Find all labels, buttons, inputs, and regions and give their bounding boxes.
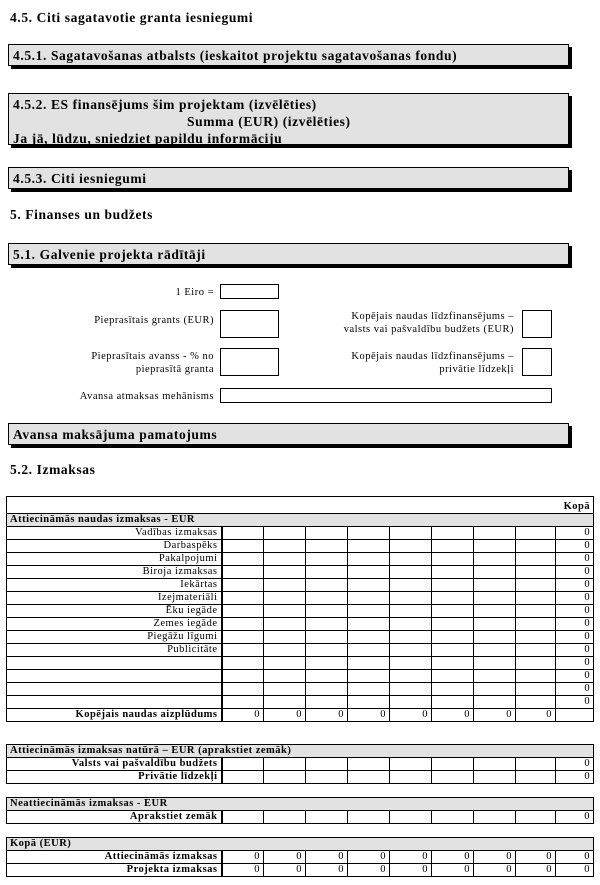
value-cell[interactable] [264,540,306,553]
cost-row [7,657,594,670]
value-cell[interactable] [432,758,474,771]
section-5-2-title: 5.2. Izmaksas [10,462,96,477]
section-total [7,838,594,851]
section-4-5-1-box [8,44,569,66]
row-total-cell[interactable]: 0 [556,758,594,771]
row-label: Pakalpojumi [7,553,222,566]
value-cell[interactable] [390,566,432,579]
value-cell[interactable] [516,670,556,683]
value-cell[interactable] [264,618,306,631]
value-cell[interactable]: 0 [432,864,474,877]
section-4-5-3-title: 4.5.3. Citi iesniegumi [13,171,147,186]
value-cell[interactable] [264,811,306,824]
value-cell[interactable] [222,605,264,618]
value-cell[interactable] [306,696,348,709]
value-cell[interactable] [348,527,390,540]
total-row [7,864,594,877]
section-4-5-2-info: Ja jā, lūdzu, sniedziet papildu informāciju [13,131,283,146]
value-cell[interactable] [264,579,306,592]
row-total-cell[interactable]: 0 [556,527,594,540]
value-cell[interactable] [264,657,306,670]
row-total-cell[interactable]: 0 [556,696,594,709]
value-cell[interactable] [432,605,474,618]
value-cell[interactable] [474,811,516,824]
cost-row [7,592,594,605]
value-cell[interactable] [474,527,516,540]
value-cell[interactable] [474,553,516,566]
value-cell[interactable] [516,811,556,824]
cofin-state-label: Kopējais naudas līdzfinansējums – valsts vai pašvaldību budžets (EUR) [343,311,514,335]
row-label [7,696,222,709]
value-cell[interactable] [432,811,474,824]
cost-row [7,605,594,618]
value-cell[interactable] [474,758,516,771]
cost-row [7,683,594,696]
cofin-state-input[interactable] [522,310,552,338]
avanss-input[interactable] [220,348,279,376]
section-total-label: Kopā (EUR) [7,838,594,851]
value-cell[interactable] [432,771,474,784]
section-4-5-title: 4.5. Citi sagatavotie granta iesniegumi [10,10,254,25]
row-label: Privātie līdzekļi [7,771,222,784]
value-cell[interactable] [348,566,390,579]
cost-row [7,566,594,579]
value-cell[interactable] [432,618,474,631]
cost-row [7,540,594,553]
row-total-cell[interactable]: 0 [556,618,594,631]
value-cell[interactable] [264,631,306,644]
value-cell[interactable] [348,683,390,696]
value-cell[interactable] [348,553,390,566]
cofin-private-label: Kopējais naudas līdzfinansējums – privātie līdzekļi [351,351,514,375]
value-cell[interactable] [222,618,264,631]
value-cell[interactable] [432,527,474,540]
value-cell[interactable] [264,605,306,618]
row-total-cell[interactable]: 0 [556,771,594,784]
cofin-private-input[interactable] [522,348,552,376]
section-inkind [7,745,594,758]
row-label: Izejmateriāli [7,592,222,605]
section-5-1-title: 5.1. Galvenie projekta rādītāji [13,247,206,262]
section-noneligible [7,798,594,811]
value-cell[interactable] [390,771,432,784]
value-cell[interactable] [306,618,348,631]
value-cell[interactable] [306,811,348,824]
avanss-label: Pieprasītais avanss - % no pieprasītā granta [91,351,214,375]
value-cell[interactable] [222,579,264,592]
value-cell[interactable] [306,631,348,644]
justification-title: Avansa maksājuma pamatojums [13,427,218,442]
value-cell[interactable] [516,579,556,592]
value-cell[interactable] [474,670,516,683]
value-cell[interactable] [306,579,348,592]
inkind-table [6,744,594,784]
value-cell[interactable] [222,631,264,644]
table-header-row [7,501,594,514]
value-cell[interactable]: 0 [264,709,306,722]
value-cell[interactable]: 0 [306,864,348,877]
value-cell[interactable] [306,527,348,540]
nonelig-table [6,797,594,824]
row-total-cell[interactable]: 0 [556,657,594,670]
row-total-cell[interactable]: 0 [556,644,594,657]
value-cell[interactable] [306,683,348,696]
value-cell[interactable] [432,631,474,644]
inkind-row [7,758,594,771]
value-cell[interactable] [264,527,306,540]
value-cell[interactable] [516,657,556,670]
value-cell[interactable] [348,811,390,824]
value-cell[interactable] [474,605,516,618]
row-label: Zemes iegāde [7,618,222,631]
value-cell[interactable] [222,670,264,683]
value-cell[interactable] [306,771,348,784]
value-cell[interactable]: 0 [348,864,390,877]
section-4-5-2-sum: Summa (EUR) (izvēlēties) [187,114,351,129]
value-cell[interactable] [264,771,306,784]
value-cell[interactable] [306,670,348,683]
value-cell[interactable] [432,683,474,696]
value-cell[interactable] [474,683,516,696]
cost-row [7,696,594,709]
row-label: Darbaspēks [7,540,222,553]
row-total-cell[interactable]: 0 [556,592,594,605]
section-4-5-2-title: 4.5.2. ES finansējums šim projektam (izvēlēties) [13,97,317,112]
row-total-cell[interactable]: 0 [556,540,594,553]
row-label: Publicitāte [7,644,222,657]
value-cell[interactable] [222,811,264,824]
justification-box [8,423,569,445]
value-cell[interactable]: 0 [516,851,556,864]
value-cell[interactable] [264,566,306,579]
row-label: Biroja izmaksas [7,566,222,579]
value-cell[interactable] [390,605,432,618]
value-cell[interactable]: 0 [390,851,432,864]
value-cell[interactable] [390,540,432,553]
value-cell[interactable] [264,696,306,709]
value-cell[interactable] [432,540,474,553]
total-header: Kopā [556,501,594,514]
value-cell[interactable] [474,592,516,605]
value-cell[interactable] [432,553,474,566]
value-cell[interactable] [348,579,390,592]
value-cell[interactable]: 0 [264,851,306,864]
row-total-cell[interactable]: 0 [556,811,594,824]
value-cell[interactable] [390,631,432,644]
value-cell[interactable] [390,579,432,592]
row-label [7,657,222,670]
value-cell[interactable] [516,592,556,605]
row-label: Kopējais naudas aizplūdums [7,709,222,722]
grants-label: Pieprasītais grants (EUR) [94,315,214,326]
total-table [6,837,594,877]
value-cell[interactable] [348,592,390,605]
value-cell[interactable] [348,758,390,771]
section-4-5-2-box [8,93,569,145]
value-cell[interactable]: 0 [348,851,390,864]
value-cell[interactable] [474,618,516,631]
value-cell[interactable]: 0 [432,851,474,864]
value-cell[interactable]: 0 [222,709,264,722]
cost-row [7,631,594,644]
value-cell[interactable] [390,670,432,683]
value-cell[interactable] [516,553,556,566]
value-cell[interactable] [432,670,474,683]
value-cell[interactable] [306,592,348,605]
value-cell[interactable] [516,566,556,579]
cost-row [7,579,594,592]
value-cell[interactable] [474,540,516,553]
value-cell[interactable] [516,527,556,540]
value-cell[interactable] [474,644,516,657]
eiro-label: 1 Eiro = [175,287,214,298]
value-cell[interactable] [348,771,390,784]
value-cell[interactable]: 0 [474,709,516,722]
value-cell[interactable] [390,696,432,709]
row-label: Attiecināmās izmaksas [7,851,222,864]
value-cell[interactable] [516,771,556,784]
value-cell[interactable] [390,644,432,657]
value-cell[interactable]: 0 [390,864,432,877]
value-cell[interactable] [348,540,390,553]
value-cell[interactable] [348,670,390,683]
value-cell[interactable] [348,618,390,631]
value-cell[interactable] [222,758,264,771]
mechanism-input[interactable] [220,388,552,403]
value-cell[interactable] [348,631,390,644]
section-4-5-1-title: 4.5.1. Sagatavošanas atbalsts (ieskaitot projektu sagatavošanas fondu) [13,48,458,63]
row-label: Piegāžu līgumi [7,631,222,644]
section-eligible-cash-label: Attiecināmās naudas izmaksas - EUR [7,514,594,527]
value-cell[interactable]: 0 [516,709,556,722]
total-row [7,851,594,864]
value-cell[interactable] [222,566,264,579]
value-cell[interactable] [306,540,348,553]
value-cell[interactable] [348,605,390,618]
row-label: Iekārtas [7,579,222,592]
mechanism-label: Avansa atmaksas mehānisms [79,391,214,402]
noneligible-row [7,811,594,824]
value-cell[interactable] [264,553,306,566]
value-cell[interactable] [432,592,474,605]
row-total-cell[interactable]: 0 [556,864,594,877]
value-cell[interactable] [474,657,516,670]
value-cell[interactable] [306,644,348,657]
costs-table [6,496,594,722]
cost-row [7,618,594,631]
value-cell[interactable] [516,605,556,618]
value-cell[interactable] [474,771,516,784]
value-cell[interactable] [222,771,264,784]
cost-row [7,644,594,657]
value-cell[interactable] [222,540,264,553]
value-cell[interactable]: 0 [264,864,306,877]
value-cell[interactable]: 0 [222,851,264,864]
value-cell[interactable]: 0 [348,709,390,722]
row-label [7,670,222,683]
value-cell[interactable]: 0 [306,851,348,864]
value-cell[interactable] [264,758,306,771]
value-cell[interactable] [432,566,474,579]
value-cell[interactable] [432,644,474,657]
value-cell[interactable] [390,683,432,696]
total-outflow-row [7,709,594,722]
value-cell[interactable] [474,696,516,709]
value-cell[interactable] [222,683,264,696]
row-label: Projekta izmaksas [7,864,222,877]
value-cell[interactable] [264,592,306,605]
section-noneligible-label: Neattiecināmās izmaksas - EUR [7,798,594,811]
value-cell[interactable] [516,631,556,644]
cost-row [7,553,594,566]
value-cell[interactable] [264,670,306,683]
value-cell[interactable]: 0 [432,709,474,722]
value-cell[interactable]: 0 [306,709,348,722]
value-cell[interactable] [474,566,516,579]
section-inkind-label: Attiecināmās izmaksas natūrā – EUR (aprakstiet zemāk) [7,745,594,758]
cost-row [7,670,594,683]
value-cell[interactable] [348,657,390,670]
row-total-cell[interactable]: 0 [556,579,594,592]
value-cell[interactable] [306,758,348,771]
value-cell[interactable] [390,758,432,771]
value-cell[interactable] [348,696,390,709]
inkind-row [7,771,594,784]
value-cell[interactable] [306,605,348,618]
value-cell[interactable] [390,618,432,631]
row-total-cell[interactable]: 0 [556,553,594,566]
value-cell[interactable] [474,631,516,644]
row-total-cell[interactable]: 0 [556,670,594,683]
value-cell[interactable] [264,683,306,696]
eiro-input[interactable] [220,284,279,299]
row-total-cell[interactable]: 0 [556,683,594,696]
value-cell[interactable] [264,644,306,657]
value-cell[interactable] [348,644,390,657]
value-cell[interactable] [390,553,432,566]
value-cell[interactable] [222,644,264,657]
value-cell[interactable] [390,657,432,670]
value-cell[interactable] [222,553,264,566]
grants-input[interactable] [220,310,279,338]
value-cell[interactable] [222,657,264,670]
value-cell[interactable]: 0 [474,851,516,864]
value-cell[interactable] [222,696,264,709]
section-eligible-cash [7,514,594,527]
value-cell[interactable] [516,758,556,771]
value-cell[interactable]: 0 [222,864,264,877]
row-total-cell[interactable]: 0 [556,566,594,579]
value-cell[interactable] [432,579,474,592]
value-cell[interactable] [306,566,348,579]
section-5-1-box [8,243,569,265]
value-cell[interactable] [516,696,556,709]
value-cell[interactable]: 0 [474,864,516,877]
value-cell[interactable] [306,553,348,566]
value-cell[interactable] [516,644,556,657]
value-cell[interactable] [390,527,432,540]
row-label: Valsts vai pašvaldību budžets [7,758,222,771]
row-total-cell[interactable]: 0 [556,605,594,618]
value-cell[interactable]: 0 [390,709,432,722]
value-cell[interactable] [390,811,432,824]
value-cell[interactable] [222,592,264,605]
value-cell[interactable] [390,592,432,605]
value-cell[interactable] [432,696,474,709]
cost-row [7,527,594,540]
value-cell[interactable] [306,657,348,670]
row-label: Aprakstiet zemāk [7,811,222,824]
row-total-cell[interactable]: 0 [556,631,594,644]
value-cell[interactable] [432,657,474,670]
value-cell[interactable]: 0 [516,864,556,877]
header-blank [7,501,556,514]
row-label [7,683,222,696]
row-label: Vadības izmaksas [7,527,222,540]
row-label: Ēku iegāde [7,605,222,618]
value-cell[interactable] [222,527,264,540]
row-total-cell[interactable] [556,709,594,722]
value-cell[interactable] [516,683,556,696]
section-4-5-3-box [8,167,569,189]
value-cell[interactable] [474,579,516,592]
section-5-title: 5. Finanses un budžets [10,207,153,222]
value-cell[interactable] [516,618,556,631]
value-cell[interactable] [516,540,556,553]
row-total-cell[interactable]: 0 [556,851,594,864]
